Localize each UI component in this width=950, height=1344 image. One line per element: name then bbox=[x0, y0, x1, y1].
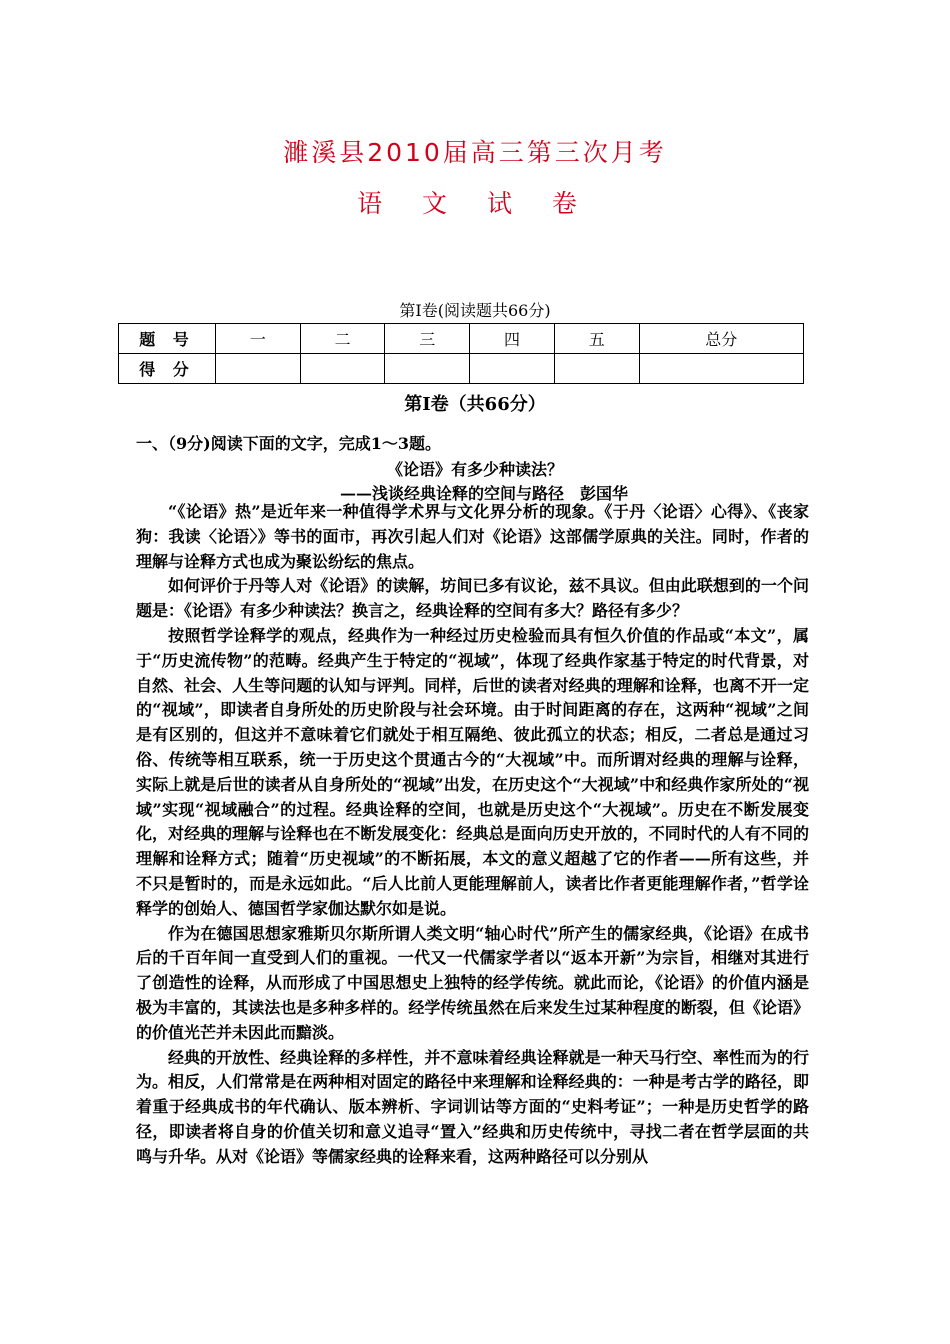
table-cell: 题 号 bbox=[119, 324, 216, 354]
paragraph: 按照哲学诠释学的观点，经典作为一种经过历史检验而具有恒久价值的作品或“本文”，属于“历史流传物”的范畴。经典产生于特定的“视域”，体现了经典作家基于特定的时代背景，对自然、社会、人生等问题的认知与评判。同样，后世的读者对经典的理解和诠释，也离不开一定的“视域”，即读者自身所处的历史阶段与社会环境。由于时间距离的存在，这两种“视域”之间是有区别的，但这并不意味着它们就处于相互隔绝、彼此孤立的状态；相反，二者总是通过习俗、传统等相互联系，统一于历史这个贯通古今的“大视域”中。而所谓对经典的理解与诠释，实际上就是后世的读者从自身所处的“视域”出发，在历史这个“大视域”中和经典作家所处的“视域”实现“视域融合”的过程。经典诠释的空间，也就是历史这个“大视域”。历史在不断发展变化，对经典的理解与诠释也在不断发展变化：经典总是面向历史开放的，不同时代的人有不同的理解和诠释方式；随着“历史视域”的不断拓展，本文的意义超越了它的作者——所有这些，并不只是暂时的，而是永远如此。“后人比前人更能理解前人，读者比作者更能理解作者，”哲学诠释学的创始人、德国哲学家伽达默尔如是说。 bbox=[136, 625, 809, 918]
score-cell[interactable] bbox=[300, 354, 385, 384]
paragraph: 经典的开放性、经典诠释的多样性，并不意味着经典诠释就是一种天马行空、率性而为的行为。相反，人们常常是在两种相对固定的路径中来理解和诠释经典的：一种是考古学的路径，即着重于经典成书的年代确认、版本辨析、字词训诂等方面的“史料考证”；一种是历史哲学的路径，即读者将自身的价值关切和意义追寻“置入”经典和历史传统中，寻找二者在哲学层面的共鸣与升华。从对《论语》等儒家经典的诠释来看，这两种路径可以分别从 bbox=[136, 1047, 809, 1166]
table-cell: 五 bbox=[554, 324, 639, 354]
question-instruction: 一、（9分)阅读下面的文字，完成1～3题。 bbox=[136, 434, 441, 453]
table-cell: 一 bbox=[216, 324, 301, 354]
paragraph: “《论语》热”是近年来一种值得学术界与文化界分析的现象。《于丹〈论语〉心得》、《丧家狗：我读〈论语〉》等书的面市，再次引起人们对《论语》这部儒学原典的关注。同时，作者的理解与诠释方式也成为聚讼纷纭的焦点。 bbox=[136, 502, 809, 571]
table-cell: 得 分 bbox=[119, 354, 216, 384]
score-cell[interactable] bbox=[216, 354, 301, 384]
score-cell[interactable] bbox=[554, 354, 639, 384]
paragraph: 如何评价于丹等人对《论语》的读解，坊间已多有议论，兹不具议。但由此联想到的一个问题是：《论语》有多少种读法？换言之，经典诠释的空间有多大？路径有多少？ bbox=[136, 576, 809, 621]
score-cell[interactable] bbox=[470, 354, 555, 384]
score-table-caption: 第Ⅰ卷(阅读题共66分) bbox=[399, 301, 551, 320]
score-cell[interactable] bbox=[639, 354, 803, 384]
table-cell: 总分 bbox=[639, 324, 803, 354]
table-cell: 四 bbox=[470, 324, 555, 354]
table-cell: 二 bbox=[300, 324, 385, 354]
article-title: 《论语》有多少种读法？ bbox=[386, 460, 563, 479]
article-subtitle: ——浅谈经典诠释的空间与路径 彭国华 bbox=[340, 484, 629, 503]
paragraph: 作为在德国思想家雅斯贝尔斯所谓人类文明“轴心时代”所产生的儒家经典，《论语》在成书后的千百年间一直受到人们的重视。一代又一代儒家学者以“返本开新”为宗旨，相继对其进行了创造性的诠释，从而形成了中国思想史上独特的经学传统。就此而论，《论语》的价值内涵是极为丰富的，其读法也是多种多样的。经学传统虽然在后来发生过某种程度的断裂，但《论语》的价值光芒并未因此而黯淡。 bbox=[136, 923, 809, 1042]
section-title: 第Ⅰ卷（共66分） bbox=[404, 394, 546, 415]
score-table-header-row bbox=[119, 324, 804, 354]
score-table-score-row bbox=[119, 354, 804, 384]
table-cell: 三 bbox=[385, 324, 470, 354]
score-cell[interactable] bbox=[385, 354, 470, 384]
exam-title: 濉溪县2010届高三第三次月考 bbox=[283, 138, 667, 167]
article-body bbox=[136, 500, 809, 1170]
exam-subject-title: 语 文 试 卷 bbox=[357, 189, 593, 218]
score-table bbox=[118, 323, 804, 384]
